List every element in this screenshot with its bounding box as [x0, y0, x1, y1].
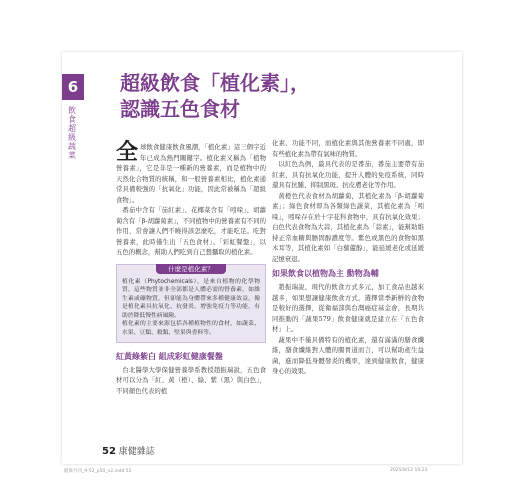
intro-paragraph	[116, 139, 266, 205]
info-box-text: 植化素的主要來源包括各種植物性的食材，如蔬菜、水果、豆類、穀類、堅果與香料等。	[122, 321, 260, 337]
title-line-2: 認識五色食材	[120, 97, 240, 121]
body-paragraph: 化素、功能不同，而植化素與其他營養素不同處，即有些植化素為帶有氣味的物質。	[272, 139, 424, 158]
body-paragraph: 以紅色為例，最具代表的是番茄，番茄主要帶有茄紅素，具有抗氧化功能，提升人體的免疫系統，同時還具有抗腫、抑制黑斑、抗皮膚老化等作用。	[272, 160, 424, 189]
print-slug-date: 2025/8/12 10:23	[390, 468, 428, 473]
body-paragraph: 蔬果中不僅具備特有的植化素，還有滿滿的膳食纖維，膳食纖維對人體的腸胃道而言，可以幫助產生益菌，進而降低身體發炎的機率，達到健康飲食，健康身心的效果。	[272, 335, 424, 375]
magazine-page	[62, 52, 462, 464]
article-title	[120, 70, 310, 122]
body-paragraph: 台北醫學大學保健營養學系教授趙振瑞說，五色食材可以分為「紅、黃（橙）、綠、紫（黑）與白色」，不同顏色代表的植	[116, 365, 266, 395]
page-footer	[102, 444, 155, 457]
intro-text: 球飲食健康飲食風潮，「植化素」這三個字近年已成為熱門關鍵字。植化素又稱為「植物營養素」，它是非是一種新的營養素，而是植物中的天然化合物質的統稱，和一般營養素相比，植化素通常具備較強的「抗氧化」功能，因此常被稱為「超級食物」。	[116, 143, 266, 204]
magazine-name: 康健雜誌	[118, 447, 155, 457]
body-paragraph: 黃橙色代表食材為胡蘿蔔，其植化素為「β-胡蘿蔔素」；綠色食材即為各類綠色蔬菜，其植化素為「吲哚」，吲哚存在於十字花科食物中，具有抗氧化效果；白色代表食物為大蒜，其植化素為「蒜素」，能幫助維持正常血糖與膽固醇濃度等。紫色或黑色的食物如黑木耳等，其植化素如「白藜蘆醇」，能延緩老化或延緩記憶衰退。	[272, 191, 424, 263]
chapter-number-tab: 6	[62, 74, 84, 100]
section-heading: 如果飲食以植物為主 動物為輔	[272, 269, 379, 278]
title-line-1: 超級飲食「植化素」，	[120, 71, 310, 95]
right-column	[272, 138, 424, 377]
drop-cap: 全	[116, 139, 139, 165]
body-paragraph: 番茄中含有「茄紅素」、花椰菜含有「吲哚」、胡蘿蔔含有「β-胡蘿蔔素」，不同植物中的營養素有不同的作用，常會讓人們不曉得該怎麼吃，才能吃足。吃對營養素，此時僅生出「五色食材」、「彩虹餐盤」，以五色的概念，幫助人們吃到自己想攝取的植化素。	[116, 206, 266, 256]
info-box-title: 什麼是植化素？	[156, 264, 226, 274]
info-box-text: 植化素（Phytochemicals），是來自植物的化學物質，這些物質並非全部都是人體必需的營養素，如維生素或礦物質，但卻能為身體帶來多種健康效益，像是植化素具抗氧化、抗發炎，增強免疫力等功能，有助於降低慢性病風險。	[122, 278, 260, 319]
info-box	[116, 264, 266, 343]
chapter-side-label: 飲食超級蔬菜	[68, 106, 76, 160]
section-heading: 紅黃綠紫白 組成彩虹健康餐盤	[116, 351, 223, 361]
body-paragraph: 趙振瑞說，現代的飲食方式多元，加工食品也越來越多，如果想讓健康飲食方式，選擇當季新鮮的食物是較好的選擇，從衛福部與台灣癌症基金會，長期共同推動的「蔬果579」飲食健康就是建立在「五色食材」上。	[272, 283, 424, 333]
left-column	[116, 139, 266, 396]
page-number: 52	[102, 446, 116, 457]
print-slug-file: 健康月刊_9-52_p50_v2.indd 52	[64, 469, 132, 474]
